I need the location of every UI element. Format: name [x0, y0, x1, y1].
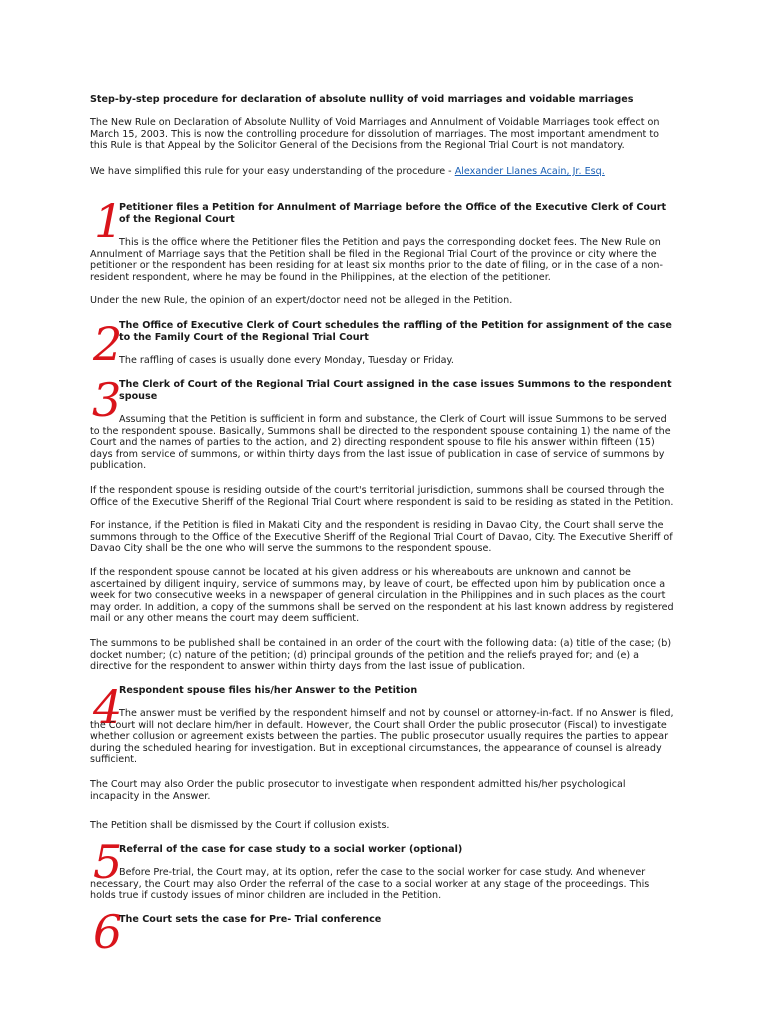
step-number-2: 2	[93, 317, 123, 371]
author-link[interactable]: Alexander Llanes Acain, Jr. Esq.	[454, 166, 605, 177]
step-paragraph: For instance, if the Petition is filed in Makati City and the respondent is residing in Davao City, the Court shall serve the summons through to the Office of the Executive Sheriff of the Regional Trial Court of Davao, City. The Executive Sheriff of Davao City shall be the one who will serve the summons to the respondent spouse.	[90, 520, 673, 555]
step-heading-5: Referral of the case for case study to a social worker (optional)	[119, 844, 463, 855]
intro-paragraph: The New Rule on Declaration of Absolute Nullity of Void Marriages and Annulment of Voidable Marriages took effect on March 15, 2003. This is now the controlling procedure for dissolution of marriages. The most important amendment to this Rule is that Appeal by the Solicitor General of the Decisions from the Regional Trial Court is not mandatory.	[90, 117, 660, 152]
step-heading-1: Petitioner files a Petition for Annulment of Marriage before the Office of the Executive Clerk of Court of the Regional Court	[119, 202, 667, 225]
step-number-4: 4	[93, 680, 123, 734]
step-paragraph: The Court may also Order the public prosecutor to investigate when respondent admitted his/her psychological incapacity in the Answer.	[90, 779, 626, 802]
step-paragraph: The Petition shall be dismissed by the Court if collusion exists.	[90, 820, 390, 831]
step-paragraph: If the respondent spouse is residing outside of the court's territorial jurisdiction, summons shall be coursed through the Office of the Executive Sheriff of the Regional Trial Court where respondent is said to be residing as stated in the Petition.	[90, 485, 674, 508]
step-heading-2: The Office of Executive Clerk of Court schedules the raffling of the Petition for assignment of the case to the Family Court of the Regional Trial Court	[119, 320, 672, 343]
step-number-1: 1	[94, 194, 124, 248]
step-paragraph: Under the new Rule, the opinion of an expert/doctor need not be alleged in the Petition.	[90, 295, 513, 306]
step-heading-4: Respondent spouse files his/her Answer to the Petition	[119, 685, 418, 696]
intro-credit-text: We have simplified this rule for your easy understanding of the procedure -	[90, 166, 452, 177]
step-paragraph: The summons to be published shall be contained in an order of the court with the following data: (a) title of the case; (b) docket number; (c) nature of the petition; (d) principal grounds of the petition and the reliefs prayed for; and (e) a directive for the respondent to answer within thirty days from the last issue of publication.	[90, 638, 672, 673]
step-paragraph: Before Pre-trial, the Court may, at its option, refer the case to the social worker for case study. And whenever necessary, the Court may also Order the referral of the case to a social worker at any stage of the proceedings. This holds true if custody issues of minor children are included in the Petition.	[90, 867, 650, 902]
step-paragraph: The answer must be verified by the respondent himself and not by counsel or attorney-in-fact. If no Answer is filed, the Court will not declare him/her in default. However, the Court shall Order the public prosecutor (Fiscal) to investigate whether collusion or agreement exists between the parties. The public prosecutor usually requires the parties to appear during the scheduled hearing for investigation. But in exceptional circumstances, the appearance of counsel is already sufficient.	[90, 708, 674, 766]
intro-credit	[90, 166, 690, 178]
step-heading-6: The Court sets the case for Pre- Trial conference	[119, 914, 382, 925]
step-heading-3: The Clerk of Court of the Regional Trial Court assigned in the case issues Summons to the respondent spouse	[119, 379, 672, 402]
step-number-5: 5	[93, 835, 123, 889]
step-paragraph: Assuming that the Petition is sufficient in form and substance, the Clerk of Court will issue Summons to be served to the respondent spouse. Basically, Summons shall be directed to the respondent spouse containing 1) the name of the Court and the names of parties to the action, and 2) directing respondent spouse to file his answer within fifteen (15) days from service of summons, or within thirty days from the last issue of publication in case of service of summons by publication.	[90, 414, 671, 472]
step-paragraph: This is the office where the Petitioner files the Petition and pays the corresponding docket fees. The New Rule on Annulment of Marriage says that the Petition shall be filed in the Regional Trial Court of the province or city where the petitioner or the respondent has been residing for at least six months prior to the date of filing, or in the case of a non-resident respondent, where he may be found in the Philippines, at the election of the petitioner.	[90, 237, 663, 283]
step-number-3: 3	[92, 373, 122, 427]
step-paragraph: If the respondent spouse cannot be located at his given address or his whereabouts are unknown and cannot be ascertained by diligent inquiry, service of summons may, by leave of court, be effected upon him by publication once a week for two consecutive weeks in a newspaper of general circulation in the Philippines and in such places as the court may order. In addition, a copy of the summons shall be served on the respondent at his last known address by registered mail or any other means the court may deem sufficient.	[90, 567, 674, 625]
step-paragraph: The raffling of cases is usually done every Monday, Tuesday or Friday.	[119, 355, 454, 366]
page-title: Step-by-step procedure for declaration of absolute nullity of void marriages and voidable marriages	[90, 94, 634, 105]
step-number-6: 6	[93, 905, 123, 959]
